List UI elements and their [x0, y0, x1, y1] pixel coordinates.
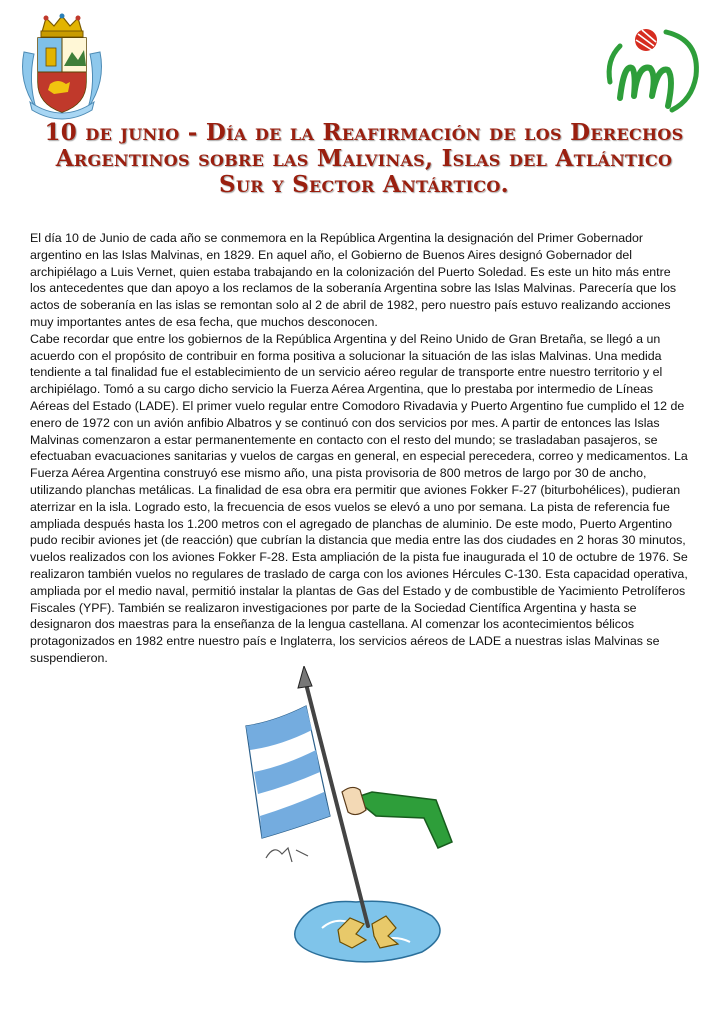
page-title: [30, 120, 698, 198]
title-line-3: Sur y Sector Antártico.: [219, 171, 509, 198]
paragraph-2: Cabe recordar que entre los gobiernos de la República Argentina y del Reino Unido de Gran Bretaña, se llegó a un acuerdo con el propósito de contribuir en forma positiva a solucionar la situación de las islas Malvinas. Una medida tendiente a tal finalidad fue el establecimiento de un servicio aéreo regular de transporte entre nuestro territorio y el archipiélago. Tomó a su cargo dicho servicio la Fuerza Aérea Argentina, que lo prestaba por intermedio de Líneas Aéreas del Estado (LADE). El primer vuelo regular entre Comodoro Rivadavia y Puerto Argentino fue cumplido el 12 de enero de 1972 con un avión anfibio Albatros y se continuó con dos servicios por mes. A partir de entonces las Islas Malvinas comenzaron a estar permanentemente en contacto con el resto del mundo; se trasladaban pasajeros, se efectuaban evacuaciones sanitarias y vuelos de cargas en general, en especial perecedera, correo y medicamentos. La Fuerza Aérea Argentina construyó ese mismo año, una pista provisoria de 800 metros de largo por 30 de ancho, utilizando planchas metálicas. La finalidad de esa obra era permitir que aviones Fokker F-27 (biturbohélices), pudieran aterrizar en la isla. Logrado esto, la frecuencia de esos vuelos se elevó a uno por semana. La pista de referencia fue ampliada después hasta los 1.200 metros con el agregado de planchas de aluminio. De este modo, Puerto Argentino pudo recibir aviones jet (de reacción) que cubrían la distancia que media entre las dos ciudades en 2 horas 30 minutos, vuelos realizados con los aviones Fokker F-28. Esta ampliación de la pista fue inaugurada el 10 de octubre de 1976. Se realizaron también vuelos no regulares de traslado de carga con los aviones Hércules C-130. Esta capacidad operativa, ampliada por el medio naval, permitió instalar la plantas de Gas del Estado y de combustible de Yacimiento Petrolíferos Fiscales (YPF). También se realizaron investigaciones por parte de la Sociedad Científica Argentina y hasta se designaron dos maestras para la enseñanza de la lengua castellana. Al comenzar los acontecimientos bélicos protagonizados en 1982 entre nuestro país e Inglaterra, los servicios aéreos de LADE a nuestras islas Malvinas se suspendieron.: [30, 331, 688, 665]
title-line-2: Argentinos sobre las Malvinas, Islas del Atlántico: [55, 145, 673, 172]
flag-spear-illustration: [226, 666, 496, 966]
green-sleeve: [354, 792, 452, 848]
m-logo-icon: [596, 20, 708, 120]
hand: [342, 787, 366, 814]
title-line-1: 10 de junio - Día de la Reafirmación de los Derechos: [44, 119, 684, 146]
artist-signature: [266, 848, 308, 862]
spear-tip: [298, 666, 312, 688]
article-body: [30, 230, 688, 667]
coat-of-arms-icon: [14, 12, 110, 124]
paragraph-1: El día 10 de Junio de cada año se conmemora en la República Argentina la designación del Primer Gobernador argentino en las Islas Malvinas, en 1829. En aquel año, el Gobierno de Buenos Aires designó Gobernador del archipiélago a Luis Vernet, quien estaba trabajando en la colonización del Puerto Soledad. Es este un hito más entre los antecedentes que dan apoyo a los reclamos de la soberanía Argentina sobre las Islas Malvinas. Parecería que los actos de soberanía en las islas se remontan solo al 2 de abril de 1982, pero nuestro país estuvo realizando acciones muy importantes antes de esa fecha, que muchos desconocen.: [30, 231, 677, 329]
sea-shape: [295, 901, 440, 962]
